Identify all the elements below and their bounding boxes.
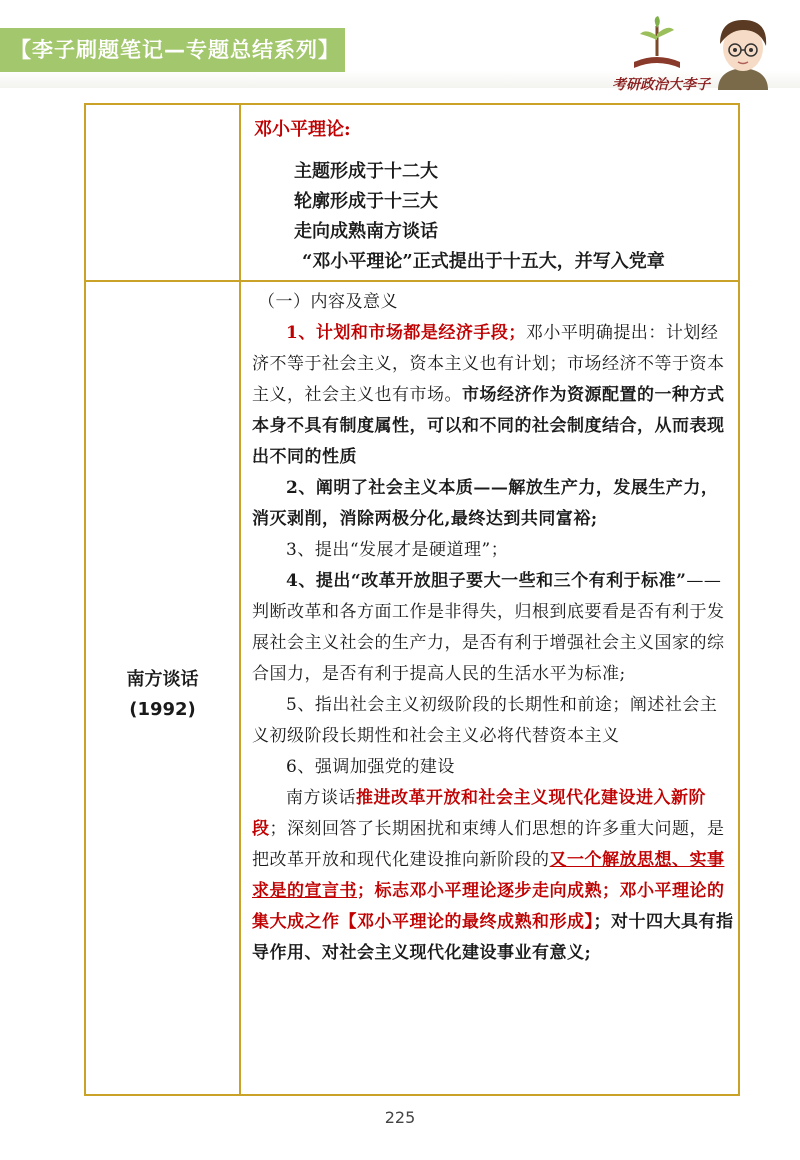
significance-r3: ；标志邓小平理论逐步走向成熟；邓小平理论的集大成之作【邓小平理论的最终成熟和形成】: [252, 881, 725, 932]
significance-b1: ；对十四大具有指导作用、对社会主义现代化建设事业有意义;: [252, 912, 734, 963]
point-4: [252, 566, 734, 690]
row-label: [86, 665, 239, 725]
column-divider: [239, 105, 241, 1094]
row-label-title: 南方谈话: [126, 669, 199, 690]
stage-item: 走向成熟南方谈话: [294, 221, 438, 242]
point-1-lead: 1、计划和市场都是经济手段；: [286, 323, 526, 343]
significance-t2: ；深刻回答了长期困扰和束缚人们思想的许多重大问题，是把改革开放和现代化建设推向新阶段的: [252, 819, 725, 870]
tree-book-logo-icon: [626, 14, 688, 76]
point-4-text: ——判断改革和各方面工作是非得失，归根到底要看是否有利于发展社会主义社会的生产力，是否有利于增强社会主义国家的综合国力，是否有利于提高人民的生活水平为标准;: [252, 571, 725, 684]
stage-item: 主题形成于十二大: [294, 161, 438, 182]
point-5: 5、指出社会主义初级阶段的长期性和前途；阐述社会主义初级阶段长期性和社会主义必将代替资本主义: [252, 695, 718, 746]
point-1-text: 邓小平明确提出：计划经济不等于社会主义，资本主义也有计划；市场经济不等于资本主义，社会主义也有市场。: [252, 323, 725, 405]
stage-item: 轮廓形成于十三大: [294, 191, 438, 212]
section-heading: （一）内容及意义: [258, 292, 398, 312]
significance-r1: 推进改革开放和社会主义现代化建设进入新阶段: [252, 788, 706, 839]
row-divider: [86, 280, 738, 282]
significance-r2: 又一个解放思想、实事求是的宣言书: [252, 850, 725, 901]
significance-paragraph: [252, 783, 734, 969]
row-label-year: (1992): [129, 699, 196, 720]
point-2: 2、阐明了社会主义本质——解放生产力，发展生产力，消灭剥削，消除两极分化,最终达到共同富裕;: [252, 478, 719, 529]
page-number: 225: [384, 1108, 416, 1127]
theory-title: 邓小平理论:: [254, 119, 351, 140]
significance-t1: 南方谈话: [286, 788, 356, 808]
southern-talk-content-cell: [252, 287, 734, 969]
stage-item: “邓小平理论”正式提出于十五大，并写入党章: [302, 251, 665, 272]
series-title-banner: 【李子刷题笔记—专题总结系列】: [0, 28, 345, 72]
point-6: 6、强调加强党的建设: [286, 757, 455, 777]
point-1-bold: 市场经济作为资源配置的一种方式本身不具有制度属性，可以和不同的社会制度结合，从而表现出不同的性质: [252, 385, 725, 467]
point-1: [252, 318, 734, 473]
cartoon-avatar-icon: [708, 14, 778, 90]
point-4-bold: 4、提出“改革开放胆子要大一些和三个有利于标准”: [286, 571, 687, 591]
theory-stages-cell: [254, 115, 732, 277]
point-3: 3、提出“发展才是硬道理”；: [286, 540, 509, 560]
brand-text: 考研政治大李子: [612, 77, 710, 93]
content-table: [84, 103, 740, 1096]
